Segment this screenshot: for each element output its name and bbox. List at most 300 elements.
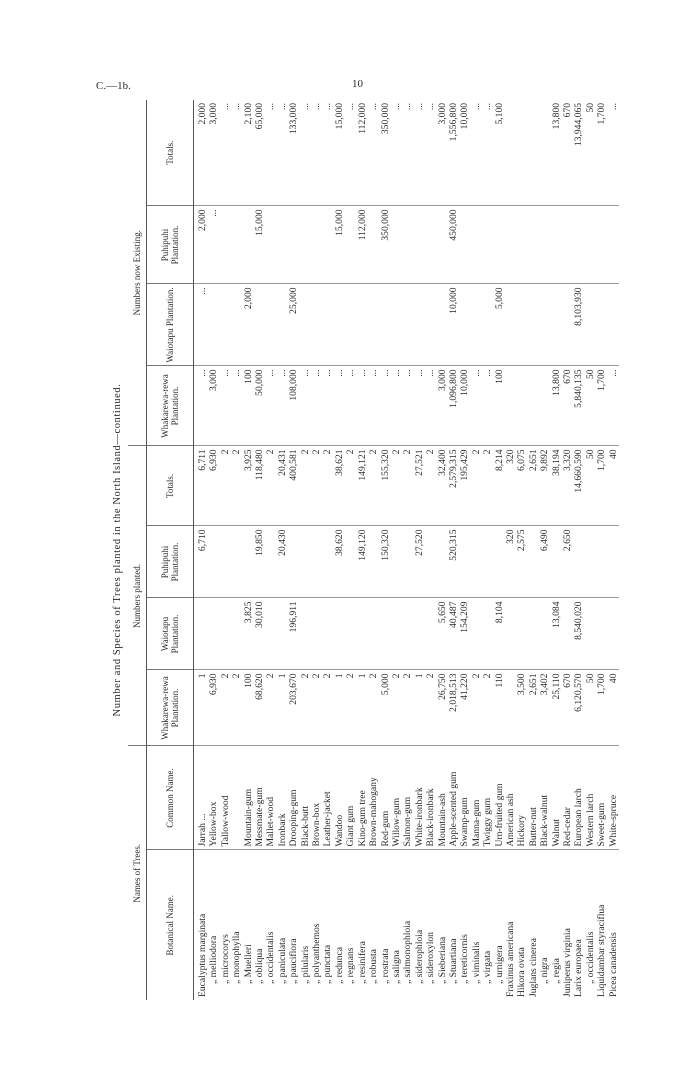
planted-waiotapu	[357, 598, 368, 670]
planted-waiotapu	[482, 598, 493, 670]
planted-total: 38,621	[334, 446, 345, 526]
planted-whakarewarewa: 25,110	[551, 670, 562, 746]
existing-puhipuhi	[414, 206, 425, 284]
planted-total: 2	[425, 446, 436, 526]
planted-waiotapu: 30,010	[254, 598, 265, 670]
existing-puhipuhi: 350,000	[380, 206, 391, 284]
planted-total: 50	[585, 446, 596, 526]
common-name: Jarrah ...	[194, 746, 209, 850]
existing-waiotapu: 25,000	[288, 284, 299, 366]
table-row	[505, 100, 516, 1000]
existing-total: ...	[311, 100, 322, 206]
existing-puhipuhi	[471, 206, 482, 284]
planted-waiotapu	[380, 598, 391, 670]
planted-puhipuhi	[573, 526, 584, 598]
botanical-name: Picea canadensis	[607, 932, 619, 997]
planted-waiotapu	[300, 598, 311, 670]
common-name: Messmate-gum	[254, 746, 265, 850]
existing-total: 350,000	[380, 100, 391, 206]
common-name: Brown-box	[311, 746, 322, 850]
common-name: American ash	[505, 746, 516, 850]
existing-total: ...	[265, 100, 276, 206]
common-name: Red-gum	[380, 746, 391, 850]
botanical-name: „ pilularis	[299, 945, 311, 984]
planted-puhipuhi	[368, 526, 379, 598]
existing-whakarewarewa: ...	[322, 366, 333, 446]
col-header-existing-puhipuhi: Puhipuhi Plantation.	[147, 206, 194, 284]
planted-total: 3,320	[562, 446, 573, 526]
planted-whakarewarewa: 26,750	[437, 670, 448, 746]
existing-total: ...	[277, 100, 288, 206]
planted-total: 2,579,315	[448, 446, 459, 526]
table-row	[494, 100, 505, 1000]
planted-waiotapu	[596, 598, 607, 670]
botanical-name: „ regia	[550, 958, 562, 984]
common-name: Apple-scented gum	[448, 746, 459, 850]
planted-puhipuhi: 38,620	[334, 526, 345, 598]
existing-total: 1,556,800	[448, 100, 459, 206]
existing-total: ...	[231, 100, 242, 206]
existing-waiotapu	[608, 284, 619, 366]
planted-total: 2	[300, 446, 311, 526]
existing-puhipuhi	[368, 206, 379, 284]
table-row	[322, 100, 333, 1000]
existing-puhipuhi: 15,000	[254, 206, 265, 284]
planted-total: 27,521	[414, 446, 425, 526]
planted-puhipuhi: 520,315	[448, 526, 459, 598]
common-name: Ironbark	[277, 746, 288, 850]
planted-waiotapu: 8,104	[494, 598, 505, 670]
table-row	[528, 100, 539, 1000]
existing-waiotapu	[322, 284, 333, 366]
existing-total: ...	[608, 100, 619, 206]
existing-whakarewarewa: 108,000	[288, 366, 299, 446]
common-name: Kino-gum tree	[357, 746, 368, 850]
botanical-name: „ polyanthemos	[311, 923, 323, 984]
existing-total	[505, 100, 516, 206]
table-row	[551, 100, 562, 1000]
rotated-table-block	[108, 100, 656, 1000]
botanical-name: Juniperus virginia	[562, 928, 573, 997]
table-body	[194, 100, 620, 1000]
existing-puhipuhi	[243, 206, 254, 284]
botanical-name: Larix europaea	[573, 939, 585, 997]
planted-waiotapu: 154,209	[459, 598, 470, 670]
common-name: Black-ironbark	[425, 746, 436, 850]
planted-total: 8,214	[494, 446, 505, 526]
table-row	[516, 100, 527, 1000]
botanical-name: „ paniculata	[276, 937, 288, 984]
botanical-name: „ occidentalis	[584, 931, 596, 984]
existing-waiotapu: 2,000	[243, 284, 254, 366]
existing-puhipuhi	[573, 206, 584, 284]
existing-whakarewarewa: ...	[425, 366, 436, 446]
existing-whakarewarewa: ...	[334, 366, 345, 446]
existing-total: ...	[220, 100, 231, 206]
common-name: Leather-jacket	[322, 746, 333, 850]
planted-waiotapu	[528, 598, 539, 670]
existing-waiotapu	[539, 284, 550, 366]
existing-whakarewarewa: 13,800	[551, 366, 562, 446]
planted-puhipuhi	[459, 526, 470, 598]
existing-puhipuhi	[562, 206, 573, 284]
existing-puhipuhi	[608, 206, 619, 284]
planted-waiotapu	[345, 598, 356, 670]
existing-total: ...	[368, 100, 379, 206]
existing-puhipuhi	[231, 206, 242, 284]
common-name: White-ironbark	[414, 746, 425, 850]
existing-total: ...	[425, 100, 436, 206]
planted-whakarewarewa: 6,120,570	[573, 670, 584, 746]
planted-puhipuhi	[471, 526, 482, 598]
planted-puhipuhi	[288, 526, 299, 598]
existing-whakarewarewa: ...	[391, 366, 402, 446]
planted-puhipuhi: 2,650	[562, 526, 573, 598]
existing-waiotapu	[482, 284, 493, 366]
planted-puhipuhi	[482, 526, 493, 598]
planted-waiotapu	[516, 598, 527, 670]
planted-whakarewarewa: 40	[608, 670, 619, 746]
existing-puhipuhi: 112,000	[357, 206, 368, 284]
existing-total: 13,944,065	[573, 100, 584, 206]
table-row	[194, 100, 209, 1000]
planted-total: 400,581	[288, 446, 299, 526]
common-name: Manna-gum	[471, 746, 482, 850]
common-name: Giant gum	[345, 746, 356, 850]
existing-waiotapu	[357, 284, 368, 366]
planted-waiotapu	[391, 598, 402, 670]
table-row	[243, 100, 254, 1000]
planted-total: 155,320	[380, 446, 391, 526]
existing-puhipuhi: 2,000	[194, 206, 209, 284]
planted-waiotapu	[220, 598, 231, 670]
planted-whakarewarewa: 6,930	[208, 670, 219, 746]
col-header-planted-puhipuhi: Puhipuhi Plantation.	[147, 526, 194, 598]
table-row	[471, 100, 482, 1000]
common-name: Black-walnut	[539, 746, 550, 850]
common-name: Salmon-gum	[402, 746, 413, 850]
existing-whakarewarewa: ...	[471, 366, 482, 446]
planted-puhipuhi	[345, 526, 356, 598]
planted-total: 40	[608, 446, 619, 526]
group-header-names: Names of Trees.	[128, 746, 147, 1000]
existing-puhipuhi	[516, 206, 527, 284]
table-row	[345, 100, 356, 1000]
planted-whakarewarewa	[505, 670, 516, 746]
existing-whakarewarewa: ...	[368, 366, 379, 446]
common-name: Butter-nut	[528, 746, 539, 850]
existing-whakarewarewa	[516, 366, 527, 446]
existing-whakarewarewa	[505, 366, 516, 446]
common-name: Black-butt	[300, 746, 311, 850]
existing-puhipuhi	[311, 206, 322, 284]
common-name: Drooping-gum	[288, 746, 299, 850]
existing-total: 65,000	[254, 100, 265, 206]
table-row	[459, 100, 470, 1000]
existing-waiotapu: ...	[194, 284, 209, 366]
common-name: Red-cedar	[562, 746, 573, 850]
planted-total: 2	[482, 446, 493, 526]
table-row	[208, 100, 219, 1000]
botanical-name: „ redunca	[333, 946, 345, 984]
existing-waiotapu	[505, 284, 516, 366]
botanical-name: „ pauciflora	[288, 938, 300, 984]
existing-puhipuhi: 15,000	[334, 206, 345, 284]
planted-puhipuhi	[311, 526, 322, 598]
planted-total: 6,711	[194, 446, 209, 526]
planted-puhipuhi	[585, 526, 596, 598]
planted-total: 38,194	[551, 446, 562, 526]
planted-total: 2	[391, 446, 402, 526]
table-row	[231, 100, 242, 1000]
planted-waiotapu	[334, 598, 345, 670]
common-name: Mountain-gum	[243, 746, 254, 850]
existing-total: 10,000	[459, 100, 470, 206]
table-row	[277, 100, 288, 1000]
botanical-name: „ Stuartiana	[447, 938, 459, 984]
existing-total: 2,100	[243, 100, 254, 206]
existing-total: 133,000	[288, 100, 299, 206]
existing-total: ...	[414, 100, 425, 206]
existing-puhipuhi	[345, 206, 356, 284]
existing-total	[539, 100, 550, 206]
planted-waiotapu	[265, 598, 276, 670]
existing-puhipuhi	[437, 206, 448, 284]
existing-whakarewarewa: ...	[300, 366, 311, 446]
planted-puhipuhi	[231, 526, 242, 598]
table-row	[562, 100, 573, 1000]
existing-total: 112,000	[357, 100, 368, 206]
botanical-name: Eucalyptus marginata	[197, 913, 208, 997]
planted-waiotapu: 13,084	[551, 598, 562, 670]
table-row	[334, 100, 345, 1000]
col-header-existing-whakarewarewa: Whakarewa-rewa Plantation.	[147, 366, 194, 446]
existing-waiotapu	[562, 284, 573, 366]
planted-total: 2	[265, 446, 276, 526]
existing-waiotapu	[585, 284, 596, 366]
planted-puhipuhi: 19,850	[254, 526, 265, 598]
existing-total: 3,000	[437, 100, 448, 206]
existing-waiotapu	[300, 284, 311, 366]
common-name: Yellow-box	[208, 746, 219, 850]
existing-total: 1,700	[596, 100, 607, 206]
existing-whakarewarewa: ...	[194, 366, 209, 446]
existing-puhipuhi	[494, 206, 505, 284]
planted-total: 2	[345, 446, 356, 526]
group-header-existing: Numbers now Existing.	[128, 100, 147, 446]
existing-whakarewarewa: ...	[231, 366, 242, 446]
table-row	[368, 100, 379, 1000]
existing-total: ...	[482, 100, 493, 206]
existing-puhipuhi	[425, 206, 436, 284]
botanical-name: „ virgata	[482, 950, 494, 984]
planted-whakarewarewa: 1	[334, 670, 345, 746]
planted-waiotapu	[231, 598, 242, 670]
common-name: Twiggy gum	[482, 746, 493, 850]
existing-waiotapu	[208, 284, 219, 366]
planted-total: 2	[322, 446, 333, 526]
planted-puhipuhi	[265, 526, 276, 598]
planted-total: 2	[220, 446, 231, 526]
planted-whakarewarewa: 203,670	[288, 670, 299, 746]
existing-waiotapu	[459, 284, 470, 366]
col-header-existing-waiotapu: Waiotapu Plantation.	[147, 284, 194, 366]
existing-waiotapu	[220, 284, 231, 366]
existing-puhipuhi	[277, 206, 288, 284]
planted-total: 6,075	[516, 446, 527, 526]
existing-waiotapu	[311, 284, 322, 366]
botanical-name: „ melliodora	[208, 935, 220, 984]
botanical-name: „ viminalis	[470, 941, 482, 984]
existing-total: ...	[322, 100, 333, 206]
existing-puhipuhi: ...	[208, 206, 219, 284]
existing-whakarewarewa	[539, 366, 550, 446]
planted-puhipuhi	[425, 526, 436, 598]
existing-puhipuhi	[459, 206, 470, 284]
planted-whakarewarewa: 2	[231, 670, 242, 746]
existing-waiotapu	[414, 284, 425, 366]
existing-total: 5,100	[494, 100, 505, 206]
group-header-planted: Numbers planted.	[128, 446, 147, 746]
planted-puhipuhi	[402, 526, 413, 598]
existing-waiotapu: 5,000	[494, 284, 505, 366]
table-row	[573, 100, 584, 1000]
existing-whakarewarewa: 3,000	[208, 366, 219, 446]
planted-whakarewarewa: 3,402	[539, 670, 550, 746]
existing-puhipuhi	[391, 206, 402, 284]
existing-waiotapu	[425, 284, 436, 366]
existing-whakarewarewa: ...	[608, 366, 619, 446]
table-row	[425, 100, 436, 1000]
table-row	[437, 100, 448, 1000]
planted-total: 2	[402, 446, 413, 526]
botanical-name: „ Sieberiana	[436, 936, 448, 984]
planted-total: 2	[471, 446, 482, 526]
existing-waiotapu	[334, 284, 345, 366]
existing-waiotapu	[254, 284, 265, 366]
planted-whakarewarewa: 1	[277, 670, 288, 746]
table-row	[596, 100, 607, 1000]
table-row	[311, 100, 322, 1000]
col-header-planted-totals: Totals.	[147, 446, 194, 526]
planted-puhipuhi: 27,520	[414, 526, 425, 598]
botanical-name: „ salmonophloia	[402, 920, 414, 984]
existing-total: 13,800	[551, 100, 562, 206]
planted-waiotapu: 3,825	[243, 598, 254, 670]
botanical-name: Fraxinus americana	[504, 921, 516, 997]
planted-waiotapu	[505, 598, 516, 670]
common-name	[231, 746, 242, 850]
botanical-name: „ saligna	[390, 950, 402, 984]
planted-puhipuhi	[243, 526, 254, 598]
existing-whakarewarewa: ...	[277, 366, 288, 446]
existing-total	[516, 100, 527, 206]
existing-puhipuhi	[585, 206, 596, 284]
planted-puhipuhi: 150,320	[380, 526, 391, 598]
common-name: Brown-mahogany	[368, 746, 379, 850]
table-row	[539, 100, 550, 1000]
planted-total: 20,431	[277, 446, 288, 526]
botanical-name: „ robusta	[368, 949, 380, 984]
botanical-name: „ microcorys	[219, 934, 231, 984]
existing-total: ...	[300, 100, 311, 206]
planted-waiotapu	[194, 598, 209, 670]
planted-whakarewarewa: 41,220	[459, 670, 470, 746]
existing-waiotapu	[402, 284, 413, 366]
existing-whakarewarewa: 670	[562, 366, 573, 446]
common-name: Walnut	[551, 746, 562, 850]
table-row	[482, 100, 493, 1000]
planted-puhipuhi	[437, 526, 448, 598]
planted-waiotapu	[311, 598, 322, 670]
planted-puhipuhi	[528, 526, 539, 598]
existing-whakarewarewa: 10,000	[459, 366, 470, 446]
col-header-existing-totals: Totals.	[147, 100, 194, 206]
botanical-name: „ monophylla	[231, 931, 243, 984]
botanical-name: „ occidentalis	[265, 931, 277, 984]
existing-puhipuhi	[596, 206, 607, 284]
botanical-name: Hikora ovata	[516, 947, 528, 997]
planted-puhipuhi	[322, 526, 333, 598]
planted-total: 14,660,590	[573, 446, 584, 526]
existing-whakarewarewa	[528, 366, 539, 446]
planted-whakarewarewa: 2	[402, 670, 413, 746]
common-name: Wandoo	[334, 746, 345, 850]
table-row	[391, 100, 402, 1000]
planted-puhipuhi: 6,710	[194, 526, 209, 598]
planted-puhipuhi	[494, 526, 505, 598]
existing-whakarewarewa: ...	[414, 366, 425, 446]
botanical-name: „ Muelleri	[242, 944, 254, 984]
planted-total: 2	[368, 446, 379, 526]
existing-whakarewarewa: ...	[220, 366, 231, 446]
existing-total: ...	[402, 100, 413, 206]
botanical-name: „ urnigera	[493, 945, 505, 984]
common-name: Mallet-wood	[265, 746, 276, 850]
table-row	[288, 100, 299, 1000]
botanical-name: Liquidambar styraciflua	[596, 904, 608, 997]
existing-whakarewarewa: 3,000	[437, 366, 448, 446]
planted-whakarewarewa: 1	[194, 670, 209, 746]
planted-puhipuhi	[300, 526, 311, 598]
planted-whakarewarewa: 1,700	[596, 670, 607, 746]
planted-whakarewarewa: 2	[220, 670, 231, 746]
table-row	[300, 100, 311, 1000]
common-name: Mountain-ash	[437, 746, 448, 850]
trees-table	[128, 100, 619, 1000]
planted-whakarewarewa: 2	[368, 670, 379, 746]
existing-total: 670	[562, 100, 573, 206]
common-name: White-spruce	[608, 746, 619, 850]
existing-whakarewarewa: 1,700	[596, 366, 607, 446]
planted-waiotapu	[562, 598, 573, 670]
planted-whakarewarewa: 2	[482, 670, 493, 746]
planted-whakarewarewa: 2	[471, 670, 482, 746]
planted-whakarewarewa: 2	[322, 670, 333, 746]
planted-whakarewarewa: 2	[345, 670, 356, 746]
planted-total: 118,480	[254, 446, 265, 526]
common-name: Urn-fruited gum	[494, 746, 505, 850]
planted-puhipuhi	[551, 526, 562, 598]
planted-whakarewarewa: 2	[311, 670, 322, 746]
planted-whakarewarewa: 2,018,513	[448, 670, 459, 746]
existing-puhipuhi	[505, 206, 516, 284]
planted-total: 2	[311, 446, 322, 526]
planted-total: 2,651	[528, 446, 539, 526]
botanical-name: „ obliqua	[254, 948, 266, 984]
document-reference: C.—1b.	[96, 80, 131, 92]
planted-total: 32,400	[437, 446, 448, 526]
